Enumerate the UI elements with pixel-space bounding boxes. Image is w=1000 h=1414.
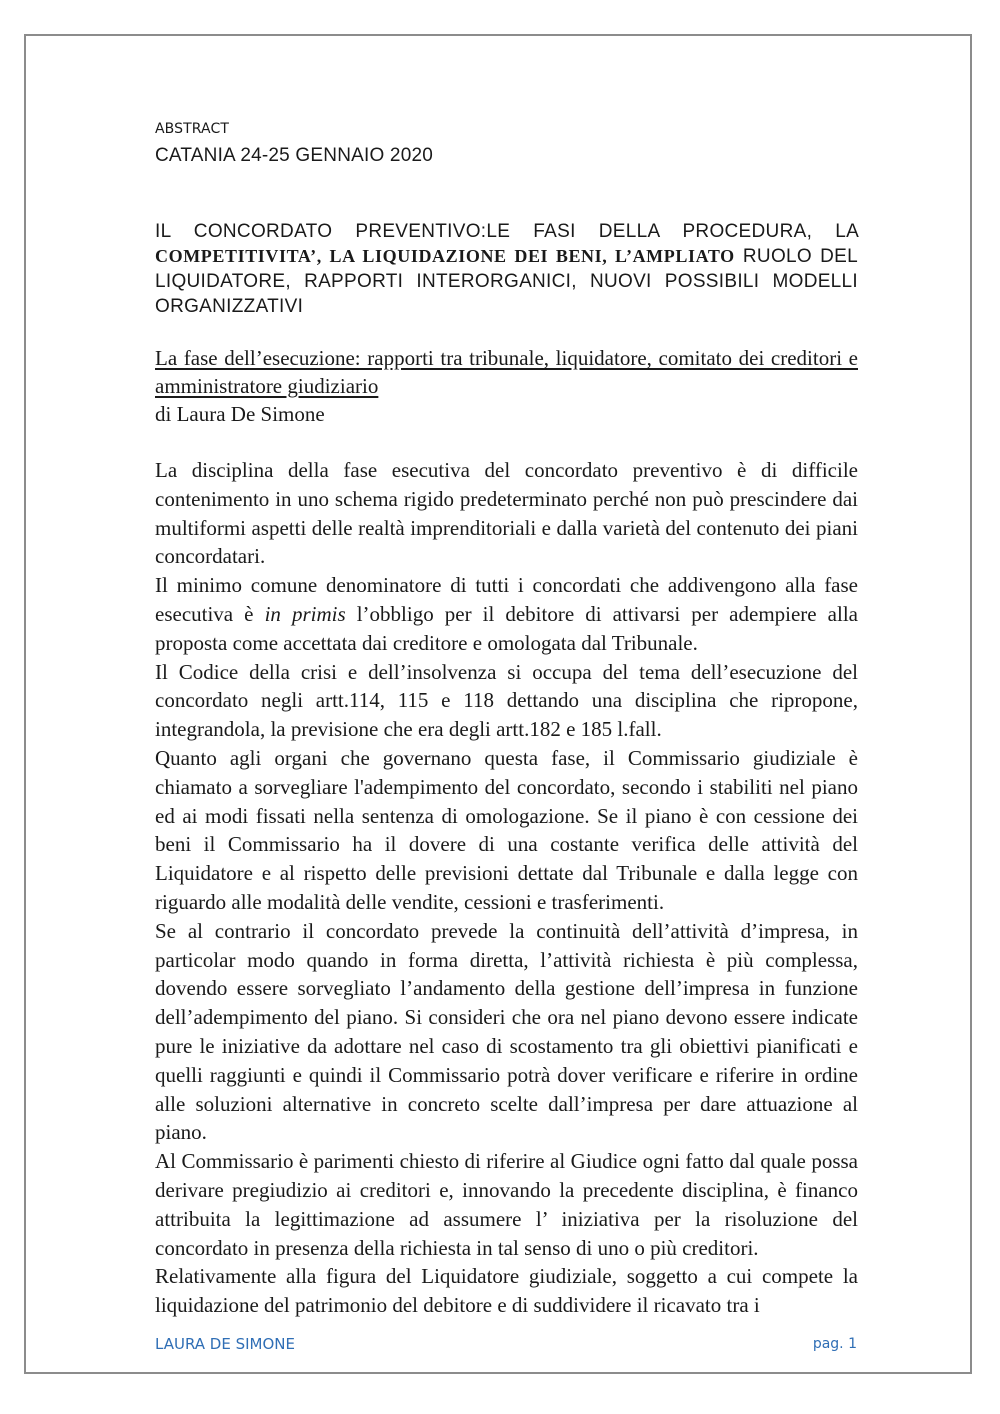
abstract-label: ABSTRACT — [155, 121, 229, 137]
author-line: di Laura De Simone — [155, 402, 325, 426]
title-line-1: IL CONCORDATO PREVENTIVO:LE FASI DELLA PROCEDURA, LA — [155, 221, 858, 242]
paragraph-3: Il Codice della crisi e dell’insolvenza si occupa del tema dell’esecuzione del concordato negli artt.114, 115 e 118 dettando una disciplina che ripropone, integrandola, la previsione che era degli artt.182 e 185 l.fall. — [155, 659, 858, 742]
paragraph-2-text-b: l’obbligo per il debitore di attivarsi per adempiere alla proposta come accettata dai creditore e omologata dal Tribunale. — [155, 601, 858, 655]
paragraph-2 — [155, 571, 858, 657]
paragraph-2-italic: in primis — [264, 601, 346, 626]
paragraph-4: Quanto agli organi che governano questa fase, il Commissario giudiziale è chiamato a sorvegliare l'adempimento del concordato, secondo i stabiliti nel piano ed ai modi fissati nella sentenza di omologazione. Se il piano è con cessione dei beni il Commissario ha il dovere di una costante verifica delle attività del Liquidatore e al rispetto delle previsioni dettate dal Tribunale e dalla legge con riguardo alle modalità delle vendite, cessioni e trasferimenti. — [155, 745, 858, 914]
body-text — [155, 456, 858, 1320]
document-title — [155, 219, 858, 319]
title-line-2: COMPETITIVITA’, LA LIQUIDAZIONE DEI BENI, L’AMPLIATO — [155, 246, 735, 266]
title-line-3: RUOLO DEL LIQUIDATORE, RAPPORTI INTERORGANICI, NUOVI POSSIBILI MODELLI ORGANIZZATIVI — [155, 246, 858, 317]
paragraph-7: Relativamente alla figura del Liquidatore giudiziale, soggetto a cui compete la liquidazione del patrimonio del debitore e di suddividere il ricavato tra i — [155, 1264, 858, 1318]
footer-author: LAURA DE SIMONE — [155, 1335, 295, 1353]
paragraph-5: Se al contrario il concordato prevede la continuità dell’attività d’impresa, in particolar modo quando in forma diretta, l’attività richiesta è più complessa, dovendo essere sorvegliato l’andamento della gestione dell’impresa in funzione dell’adempimento del piano. Si consideri che ora nel piano devono essere indicate pure le iniziative da adottare nel caso di scostamento tra gli obiettivi pianificati e quelli raggiunti e quindi il Commissario potrà dover verificare e riferire in ordine alle soluzioni alternative in concreto scelte dall’impresa per dare attuazione al piano. — [155, 918, 858, 1145]
paragraph-1: La disciplina della fase esecutiva del concordato preventivo è di difficile contenimento in uno schema rigido predeterminato perché non può prescindere dai multiformi aspetti delle realtà imprenditoriali e dalla varietà del contenuto dei piani concordatari. — [155, 458, 858, 569]
page-number: pag. 1 — [812, 1336, 857, 1352]
section-subtitle: La fase dell’esecuzione: rapporti tra tribunale, liquidatore, comitato dei creditori e amministratore giudiziario — [155, 346, 858, 398]
paragraph-6: Al Commissario è parimenti chiesto di riferire al Giudice ogni fatto dal quale possa derivare pregiudizio ai creditori e, innovando la precedente disciplina, è financo attribuita la legittimazione ad assumere l’ iniziativa per la risoluzione del concordato in presenza della richiesta in tal senso di uno o più creditori. — [155, 1149, 858, 1260]
paragraph-2-text-a: Il minimo comune denominatore di tutti i concordati che addivengono alla fase esecutiva è — [155, 573, 858, 626]
event-line: CATANIA 24-25 GENNAIO 2020 — [155, 145, 434, 166]
